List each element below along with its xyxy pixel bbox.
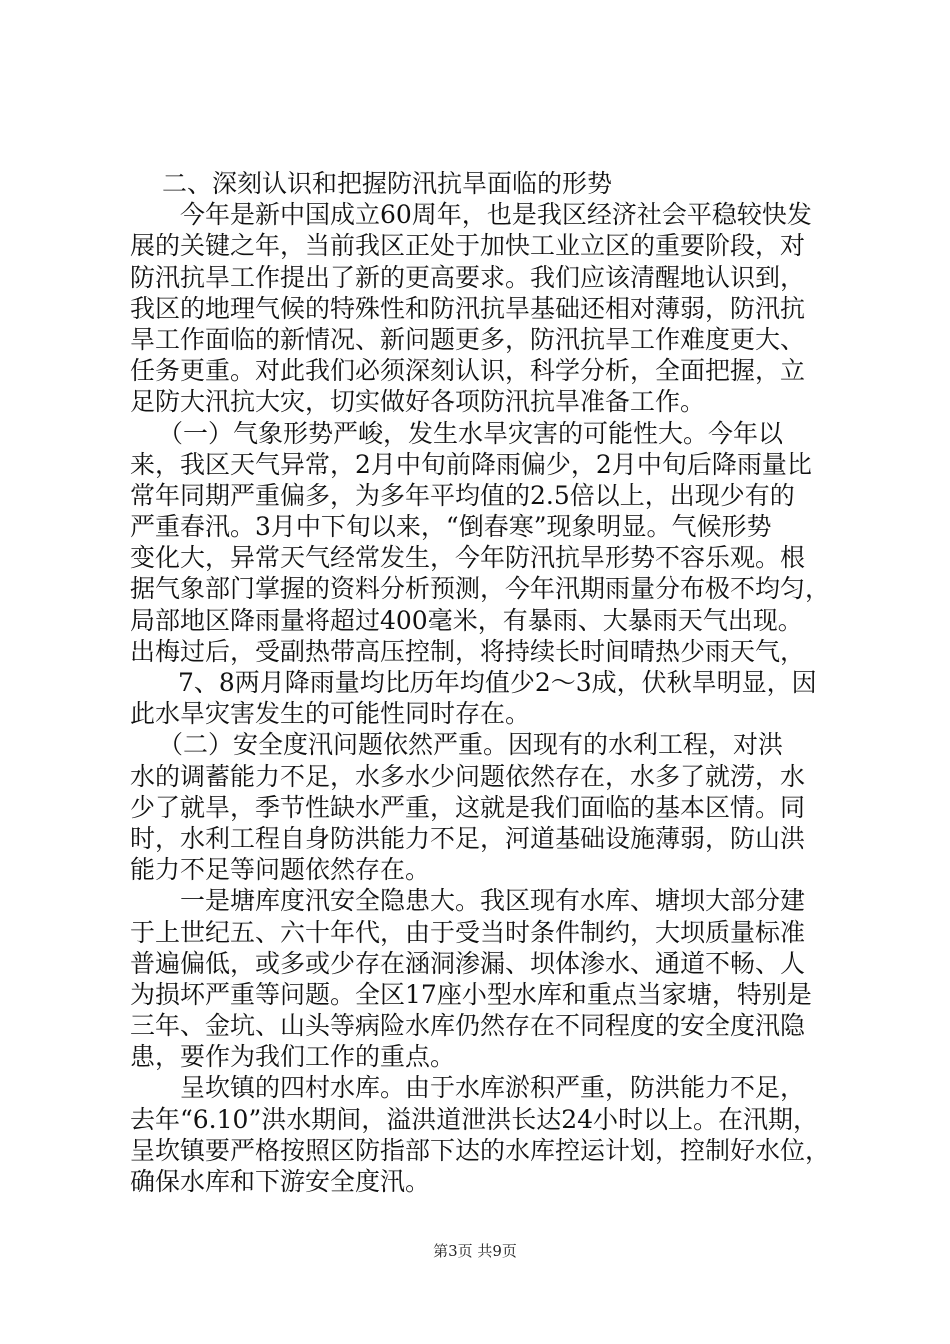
page-number: 第3页 共9页 [433,1242,517,1260]
paragraph-line: 于上世纪五、六十年代，由于受当时条件制约，大坝质量标准 [130,917,806,947]
paragraph-line: 足防大汛抗大灾，切实做好各项防汛抗旱准备工作。 [130,387,706,417]
paragraph-line: 出梅过后，受副热带高压控制，将持续长时间晴热少雨天气， [130,636,806,666]
paragraph-line: 时，水利工程自身防洪能力不足，河道基础设施薄弱，防山洪 [130,823,806,853]
section-heading: 二、深刻认识和把握防汛抗旱面临的形势 [162,169,613,198]
paragraph-line: 为损坏严重等问题。全区17座小型水库和重点当家塘，特别是 [130,979,812,1009]
paragraph-line: 今年是新中国成立60周年，也是我区经济社会平稳较快发 [180,200,812,230]
paragraph-line: 局部地区降雨量将超过400毫米，有暴雨、大暴雨天气出现。 [130,605,803,635]
paragraph-line: 据气象部门掌握的资料分析预测，今年汛期雨量分布极不均匀， [130,574,830,604]
subsection-heading: （一）气象形势严峻，发生水旱灾害的可能性大。今年以 [158,418,784,448]
paragraph-line: 一是塘库度汛安全隐患大。我区现有水库、塘坝大部分建 [180,886,806,916]
paragraph-line: 展的关键之年，当前我区正处于加快工业立区的重要阶段，对 [130,231,806,261]
paragraph-line: 变化大，异常天气经常发生，今年防汛抗旱形势不容乐观。根 [130,543,806,573]
paragraph-line: 呈坎镇要严格按照区防指部下达的水库控运计划，控制好水位， [130,1135,830,1165]
paragraph-line: 来，我区天气异常，2月中旬前降雨偏少，2月中旬后降雨量比 [130,449,812,479]
paragraph-line: 严重春汛。3月中下旬以来，“倒春寒”现象明显。气候形势 [130,512,772,542]
paragraph-line: 少了就旱，季节性缺水严重，这就是我们面临的基本区情。同 [130,792,806,822]
paragraph-line: 此水旱灾害发生的可能性同时存在。 [130,699,531,729]
page-footer [0,1240,950,1261]
paragraph-line: 7、8两月降雨量均比历年均值少2～3成，伏秋旱明显，因 [178,668,817,697]
paragraph-line: 我区的地理气候的特殊性和防汛抗旱基础还相对薄弱，防汛抗 [130,293,806,323]
paragraph-line: 能力不足等问题依然存在。 [130,855,431,885]
paragraph-line: 旱工作面临的新情况、新问题更多，防汛抗旱工作难度更大、 [130,324,806,354]
paragraph-line: 呈坎镇的四村水库。由于水库淤积严重，防洪能力不足， [180,1073,806,1103]
paragraph-line: 确保水库和下游安全度汛。 [130,1167,431,1196]
paragraph-line: 去年“6.10”洪水期间，溢洪道泄洪长达24小时以上。在汛期， [130,1104,819,1134]
paragraph-line: 三年、金坑、山头等病险水库仍然存在不同程度的安全度汛隐 [130,1011,806,1041]
paragraph-line: 任务更重。对此我们必须深刻认识，科学分析，全面把握，立 [130,356,806,386]
paragraph-line: 防汛抗旱工作提出了新的更高要求。我们应该清醒地认识到， [130,262,806,292]
paragraph-line: 患，要作为我们工作的重点。 [130,1042,456,1072]
paragraph-line: 水的调蓄能力不足，水多水少问题依然存在，水多了就涝，水 [130,761,806,791]
paragraph-line: 常年同期严重偏多，为多年平均值的2.5倍以上，出现少有的 [130,480,795,510]
document-body [130,168,830,1197]
subsection-heading: （二）安全度汛问题依然严重。因现有的水利工程，对洪 [158,730,784,760]
paragraph-line: 普遍偏低，或多或少存在涵洞渗漏、坝体渗水、通道不畅、人 [130,948,806,978]
